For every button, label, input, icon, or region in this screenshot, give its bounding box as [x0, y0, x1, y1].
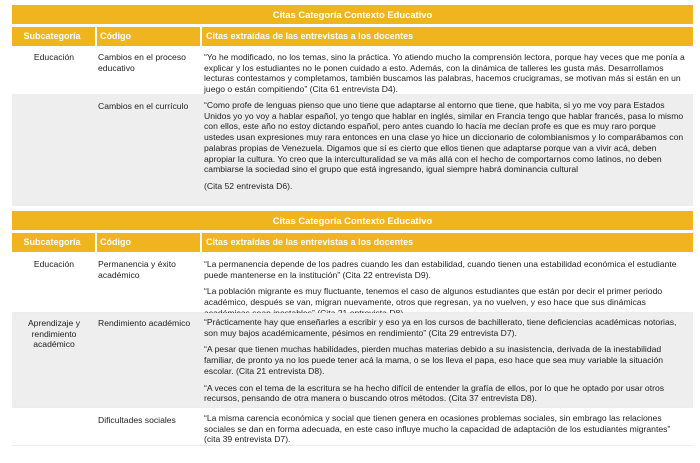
code-cell: Cambios en el proceso educativo [98, 52, 186, 73]
header-quotes: Citas extraídas de las entrevistas a los docentes [206, 31, 414, 41]
quote: “A veces con el tema de la escritura se ha hecho difícil de entender la grafía de ellos, por lo que he optado por usar otros recursos, pensando de otra manera o buscando otros métodos. (Cita 37 entrevista D8). [204, 382, 665, 404]
subcategory-cell: Educación [33, 259, 75, 269]
table-row [12, 313, 693, 408]
code-cell: Rendimiento académico [98, 318, 191, 328]
table-title: Citas Categoría Contexto Educativo [12, 211, 693, 230]
subcategory-cell: Educación [33, 52, 75, 62]
header-quotes: Citas extraídas de las entrevistas a los docentes [206, 237, 414, 247]
header-code: Código [100, 237, 131, 247]
quote: “Prácticamente hay que enseñarles a escribir y eso ya en los cursos de bachillerato, tiene deficiencias académicas notorias, son muy bajos académicamente, pésimos en rendimiento” (Cita 29 entrevista D7). [204, 317, 677, 338]
quotes-cell [204, 413, 688, 445]
code-cell: Dificultades sociales [98, 415, 176, 425]
quote: “A pesar que tienen muchas habilidades, pierden muchas materias debido a su inasistencia, derivada de la inestabilidad familiar, de pronto ya no los puede tener acá la mama, o se los lleva el papa, eso hace que sea muy variable la situación escolar. (Cita 21 entrevista D8). [204, 344, 664, 376]
code-cell: Cambios en el currículo [98, 101, 189, 111]
quote: “Yo he modificado, no los temas, sino la práctica. Yo atiendo mucho la comprensión lectora, porque hay veces que me ponía a explicar y los estudiantes no le ponen cuidado a esto. Además, con la dinámica de talleres les gusta más. Desarrollamos lecturas contestamos y completamos, también buscamos las palabras, hacemos crucigramas, se motivan más si están en un juego o están compitiendo” (Cita 61 entrevista D4). [204, 52, 685, 95]
table-row [12, 252, 693, 313]
quotes-cell [204, 100, 688, 192]
quote-citation: (Cita 52 entrevista D6). [204, 181, 293, 192]
code-cell: Permanencia y éxito académico [98, 259, 176, 280]
quotes-cell [204, 317, 688, 404]
table-educational-context-1 [12, 5, 693, 206]
table-row [12, 408, 693, 446]
quotes-cell [204, 259, 688, 319]
table-title: Citas Categoría Contexto Educativo [12, 5, 693, 24]
table-row [12, 46, 693, 95]
header-code: Código [100, 31, 131, 41]
quote: “La misma carencia económica y social que tienen genera en ocasiones problemas sociales, sin embrago las relaciones sociales se dan en forma adecuada, en este caso influye mucho la capacidad de adaptación de los estudiantes migrantes” (cita 39 entrevista D7). [204, 413, 671, 445]
table-educational-context-2 [12, 211, 693, 446]
header-subcategory: Subcategoría [23, 31, 81, 41]
header-subcategory: Subcategoría [23, 237, 81, 247]
table-header [12, 27, 693, 46]
quote: “La población migrante es muy fluctuante, tenemos el caso de algunos estudiantes que están por decir el primer periodo académico, después se van, migran nuevamente, otros que regresan, ya no vuelven, y eso hace que sus dinámicas [204, 286, 663, 308]
quote: “Como profe de lenguas pienso que uno tiene que adaptarse al entorno que tiene, que habita, si yo me voy para Estados Unidos yo yo voy a hablar español, yo tengo que hablar en inglés, similar en Francia tengo que hablar francés, pasa lo mismo con ellos, este año no estoy dictando español, pero antes cuando lo hacía me decían profe es que es muy raro porque ustedes usan expresiones muy rara entonces en una clase yo hice un diccionario de colombianismos y lo comparábamos con palabras propias de Venezuela. Digamos que sí es cierto que ellos tienen que adaptarse porque van a vivir acá, deben apropiar la cultura. Yo creo que la interculturalidad se va más allá con el hecho de comportarnos como latinos, no deben cambiarse la sociedad sino el grupo que está ingresando, igual siempre habrá dominancia cultural [204, 100, 684, 175]
quotes-cell [204, 52, 688, 95]
quote: “La permanencia depende de los padres cuando les dan estabilidad, cuando tienen una estabilidad económica el estudiante puede mantenerse en la institución” (Cita 22 entrevista D9). [204, 259, 677, 280]
table-row [12, 95, 693, 206]
table-header [12, 233, 693, 252]
subcategory-cell: Aprendizaje y rendimiento académico [27, 318, 81, 350]
